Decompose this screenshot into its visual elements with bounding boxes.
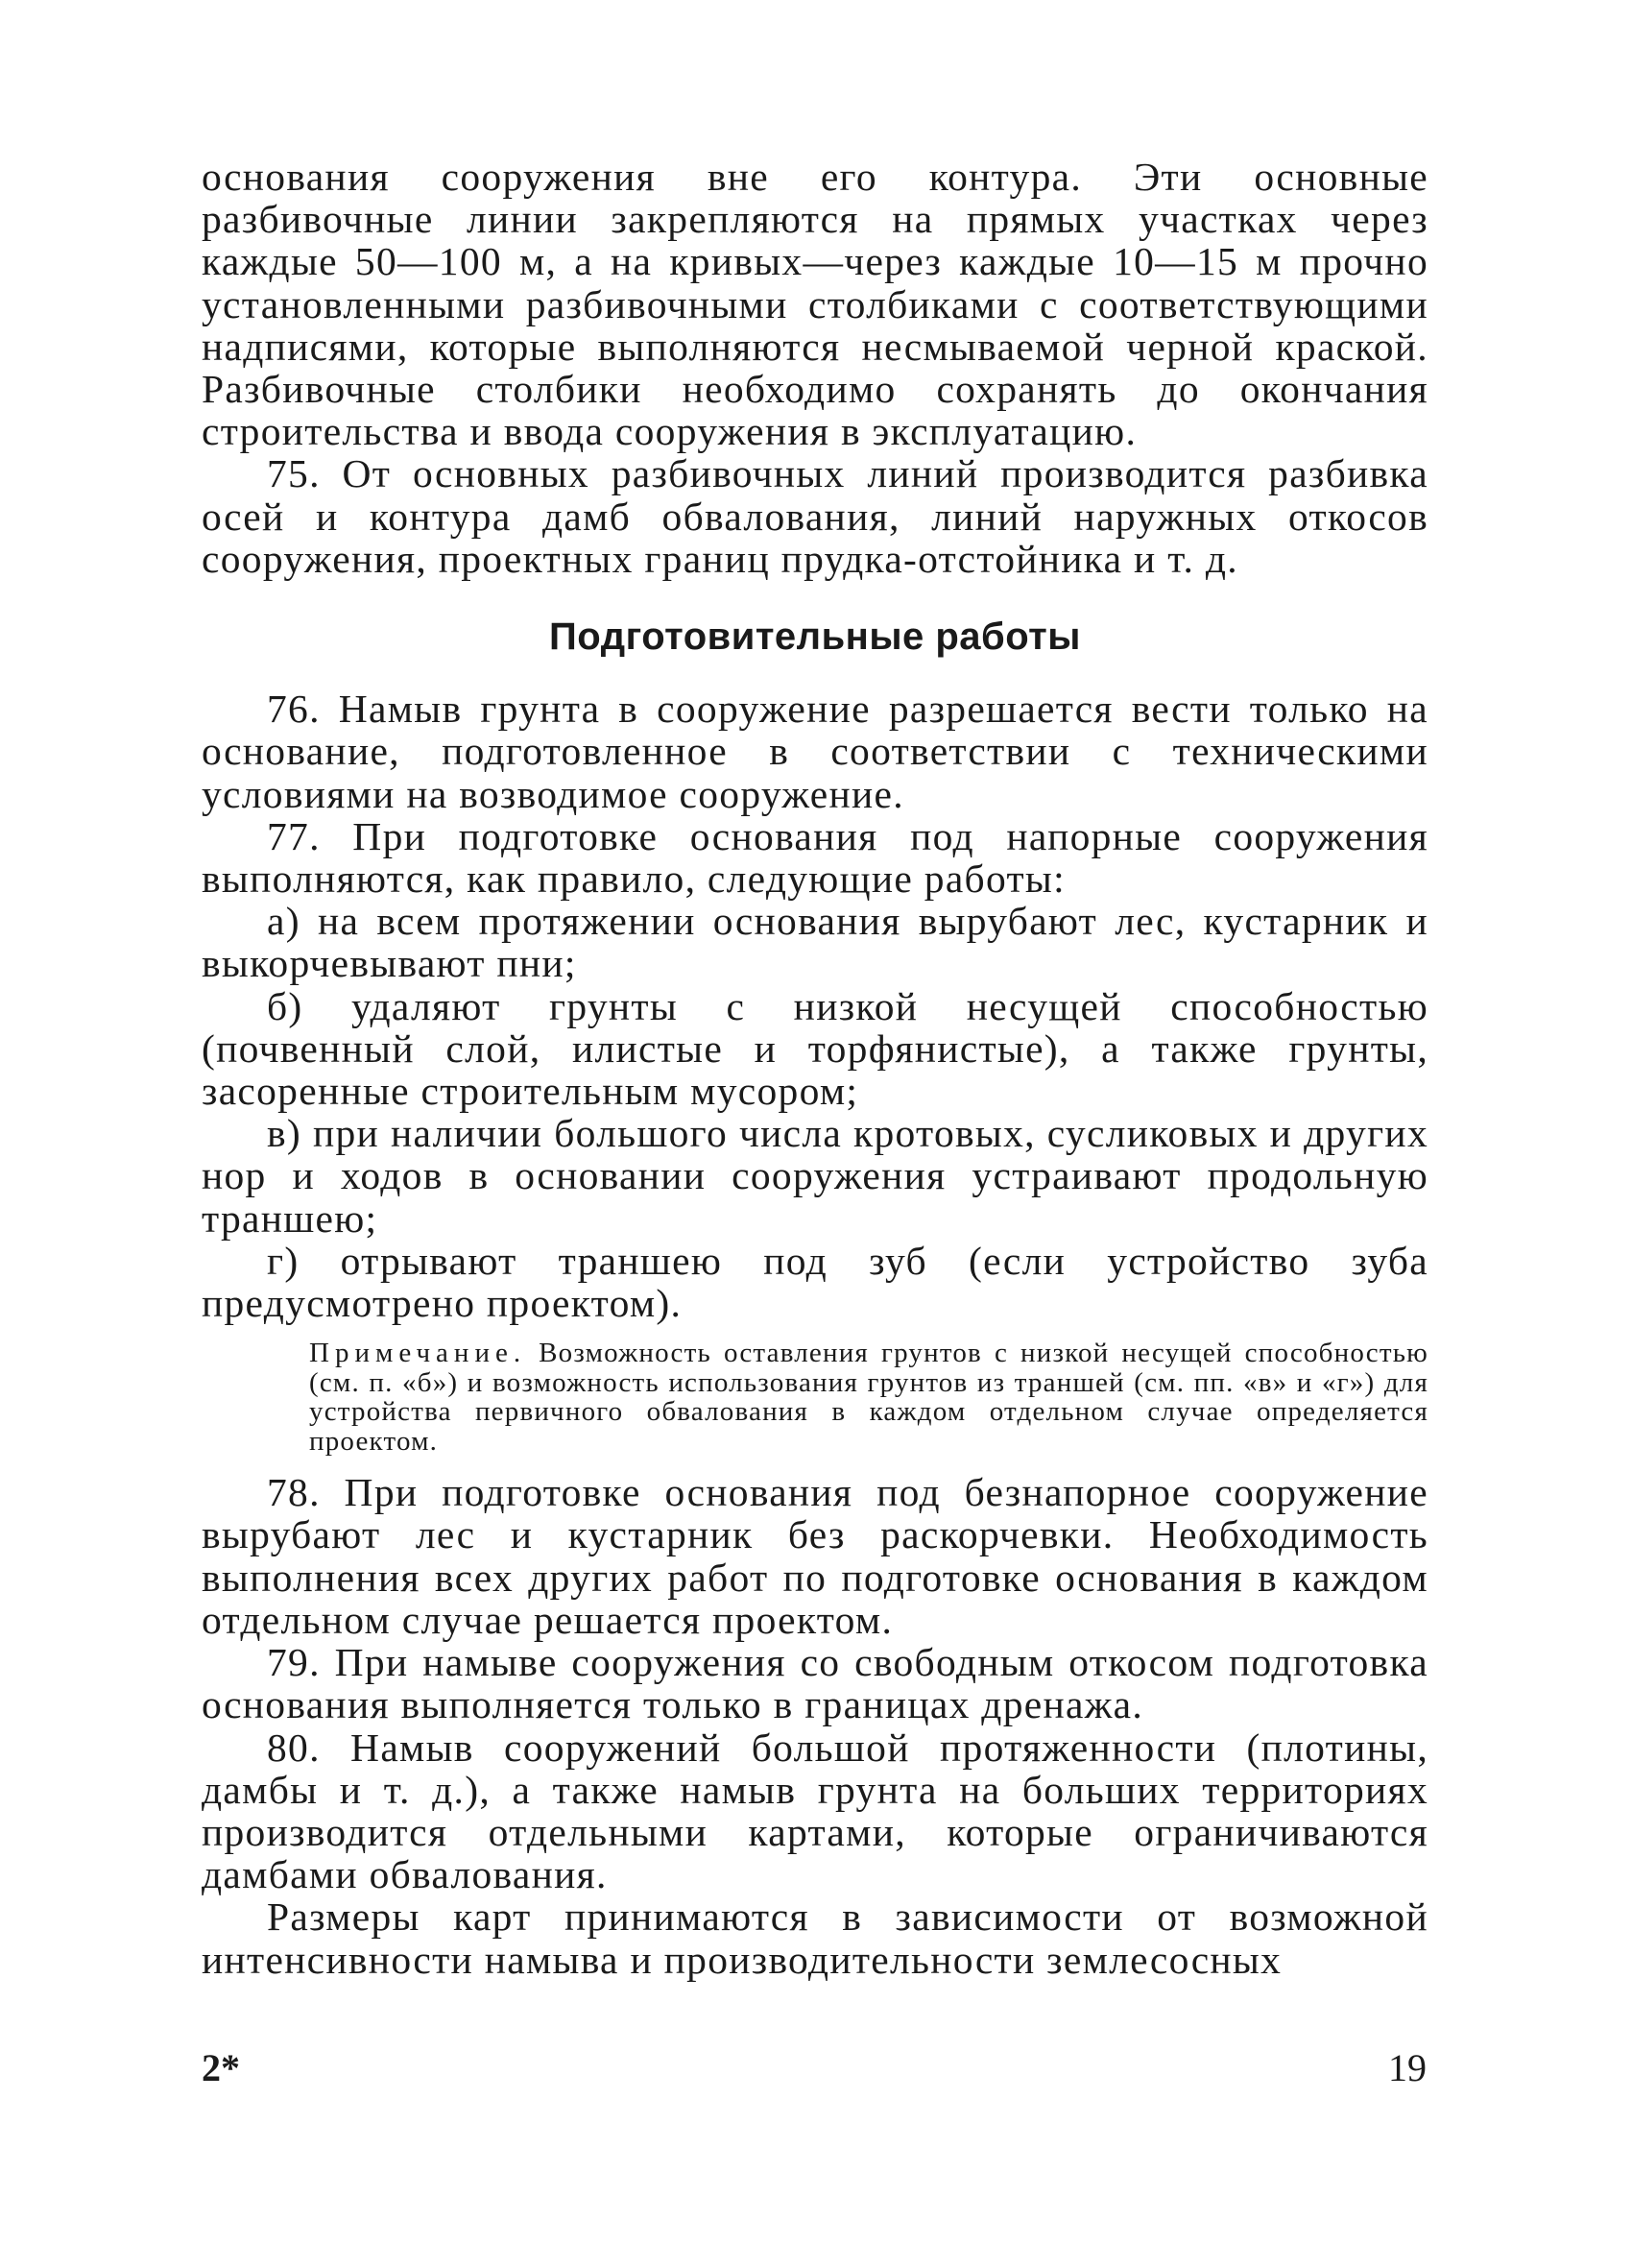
paragraph-74-continuation: основания сооружения вне его контура. Эти основные разбивочные линии закрепляются на прямых участках через каждые 50—100 м, а на кривых—через каждые 10—15 м прочно установленными разбивочными столбиками с соответствующими надписями, которые выполняются несмываемой черной краской. Разбивочные столбики необходимо сохранять до окончания строительства и ввода сооружения в эксплуатацию. (202, 155, 1428, 454)
paragraph-80: 80. Намыв сооружений большой протяженности (плотины, дамбы и т. д.), а также намыв грунта на больших территориях производится отдельными картами, которые ограничиваются дамбами обвалования. (202, 1725, 1428, 1897)
signature-mark: 2* (202, 2046, 240, 2089)
list-item-b: б) удаляют грунты с низкой несущей способностью (почвенный слой, илистые и торфянистые), а также грунты, засоренные строительным мусором; (202, 983, 1428, 1114)
note-label: Примечание. (309, 1338, 527, 1369)
list-item-g: г) отрывают траншею под зуб (если устройство зуба предусмотрено проектом). (202, 1238, 1428, 1326)
paragraph-77: 77. При подготовке основания под напорные сооружения выполняются, как правило, следующие работы: (202, 813, 1428, 902)
list-item-v: в) при наличии большого числа кротовых, сусликовых и других нор и ходов в основании сооружения устраивают продольную траншею; (202, 1111, 1428, 1241)
text-block (202, 156, 1428, 1981)
note-text: Возможность оставления грунтов с низкой несущей способностью (см. п. «б») и возможность использования грунтов из траншей (см. пп. «в» и «г») для устройства первичного обвалования в каждом отдельном случае определяется проектом. (309, 1338, 1428, 1457)
list-item-a: а) на всем протяжении основания вырубают лес, кустарник и выкорчевывают пни; (202, 899, 1428, 986)
paragraph-last: Размеры карт принимаются в зависимости от возможной интенсивности намыва и производительности землесосных (202, 1894, 1428, 1982)
paragraph-78: 78. При подготовке основания под безнапорное сооружение вырубают лес и кустарник без раскорчевки. Необходимость выполнения всех других работ по подготовке основания в каждом отдельном случае решается проектом. (202, 1470, 1428, 1642)
paragraph-76: 76. Намыв грунта в сооружение разрешается вести только на основание, подготовленное в соответствии с техническими условиями на возводимое сооружение. (202, 687, 1428, 816)
note (202, 1339, 1428, 1456)
page-number: 19 (1388, 2046, 1427, 2089)
section-heading: Подготовительные работы (549, 615, 1081, 659)
paragraph-79: 79. При намыве сооружения со свободным откосом подготовка основания выполняется только в границах дренажа. (202, 1640, 1428, 1727)
paragraph-75: 75. От основных разбивочных линий производится разбивка осей и контура дамб обвалования, линий наружных откосов сооружения, проектных границ прудка-отстойника и т. д. (202, 451, 1428, 581)
